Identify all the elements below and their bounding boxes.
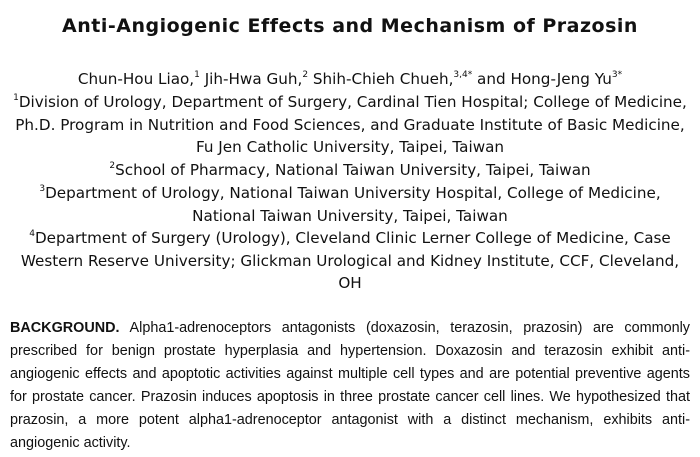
affiliation-text: School of Pharmacy, National Taiwan University, Taipei, Taiwan bbox=[115, 161, 591, 179]
author-name: Jih-Hwa Guh, bbox=[204, 70, 303, 88]
author-affiliation-mark: 2 bbox=[302, 69, 309, 80]
affiliation-mark: 2 bbox=[109, 160, 116, 171]
affiliation-mark: 1 bbox=[13, 92, 19, 103]
author-list bbox=[8, 68, 692, 91]
affiliation-mark: 3 bbox=[39, 183, 46, 194]
affiliation-text: Department of Urology, National Taiwan University Hospital, College of Medicine, National Taiwan University, Taipei, Taiwan bbox=[45, 184, 661, 225]
affiliation-3 bbox=[8, 182, 692, 227]
author-name: Hong-Jeng Yu bbox=[510, 70, 612, 88]
author-name: Chun-Hou Liao, bbox=[77, 70, 195, 88]
abstract-background bbox=[10, 317, 690, 455]
abstract-text: Alpha1-adrenoceptors antagonists (doxazosin, terazosin, prazosin) are commonly prescribed for benign prostate hyperplasia and hypertension. Doxazosin and terazosin exhibit anti-angiogenic effects and apoptotic activities against multiple cell types and are potential preventive agents for prostate cancer. Prazosin induces apoptosis in three prostate cancer cell lines. We hypothesized that prazosin, a more potent alpha1-adrenoceptor antagonist with a distinct mechanism, exhibits anti-angiogenic activity. bbox=[10, 320, 690, 451]
affiliation-1 bbox=[8, 91, 692, 159]
affiliation-text: Department of Surgery (Urology), Cleveland Clinic Lerner College of Medicine, Case Western Reserve University; Glickman Urological and Kidney Institute, CCF, Cleveland, OH bbox=[20, 229, 680, 292]
author-affiliation-mark: 1 bbox=[194, 69, 200, 80]
author-name: Shih-Chieh Chueh, bbox=[312, 70, 454, 88]
affiliation-mark: 4 bbox=[29, 228, 35, 239]
author-separator: and bbox=[472, 70, 511, 88]
paper-title: Anti-Angiogenic Effects and Mechanism of Prazosin bbox=[62, 15, 638, 37]
affiliation-4 bbox=[8, 227, 692, 295]
affiliation-text: Division of Urology, Department of Surgery, Cardinal Tien Hospital; College of Medicine, Ph.D. Program in Nutrition and Food Sciences, and Graduate Institute of Basic Medicine, Fu Jen Catholic University, Taipei, Taiwan bbox=[15, 93, 687, 156]
abstract-section-label: BACKGROUND. bbox=[10, 320, 120, 336]
author-affiliation-mark: 3* bbox=[611, 69, 623, 80]
author-affiliation-mark: 3,4* bbox=[453, 69, 473, 80]
affiliation-2 bbox=[8, 159, 692, 182]
